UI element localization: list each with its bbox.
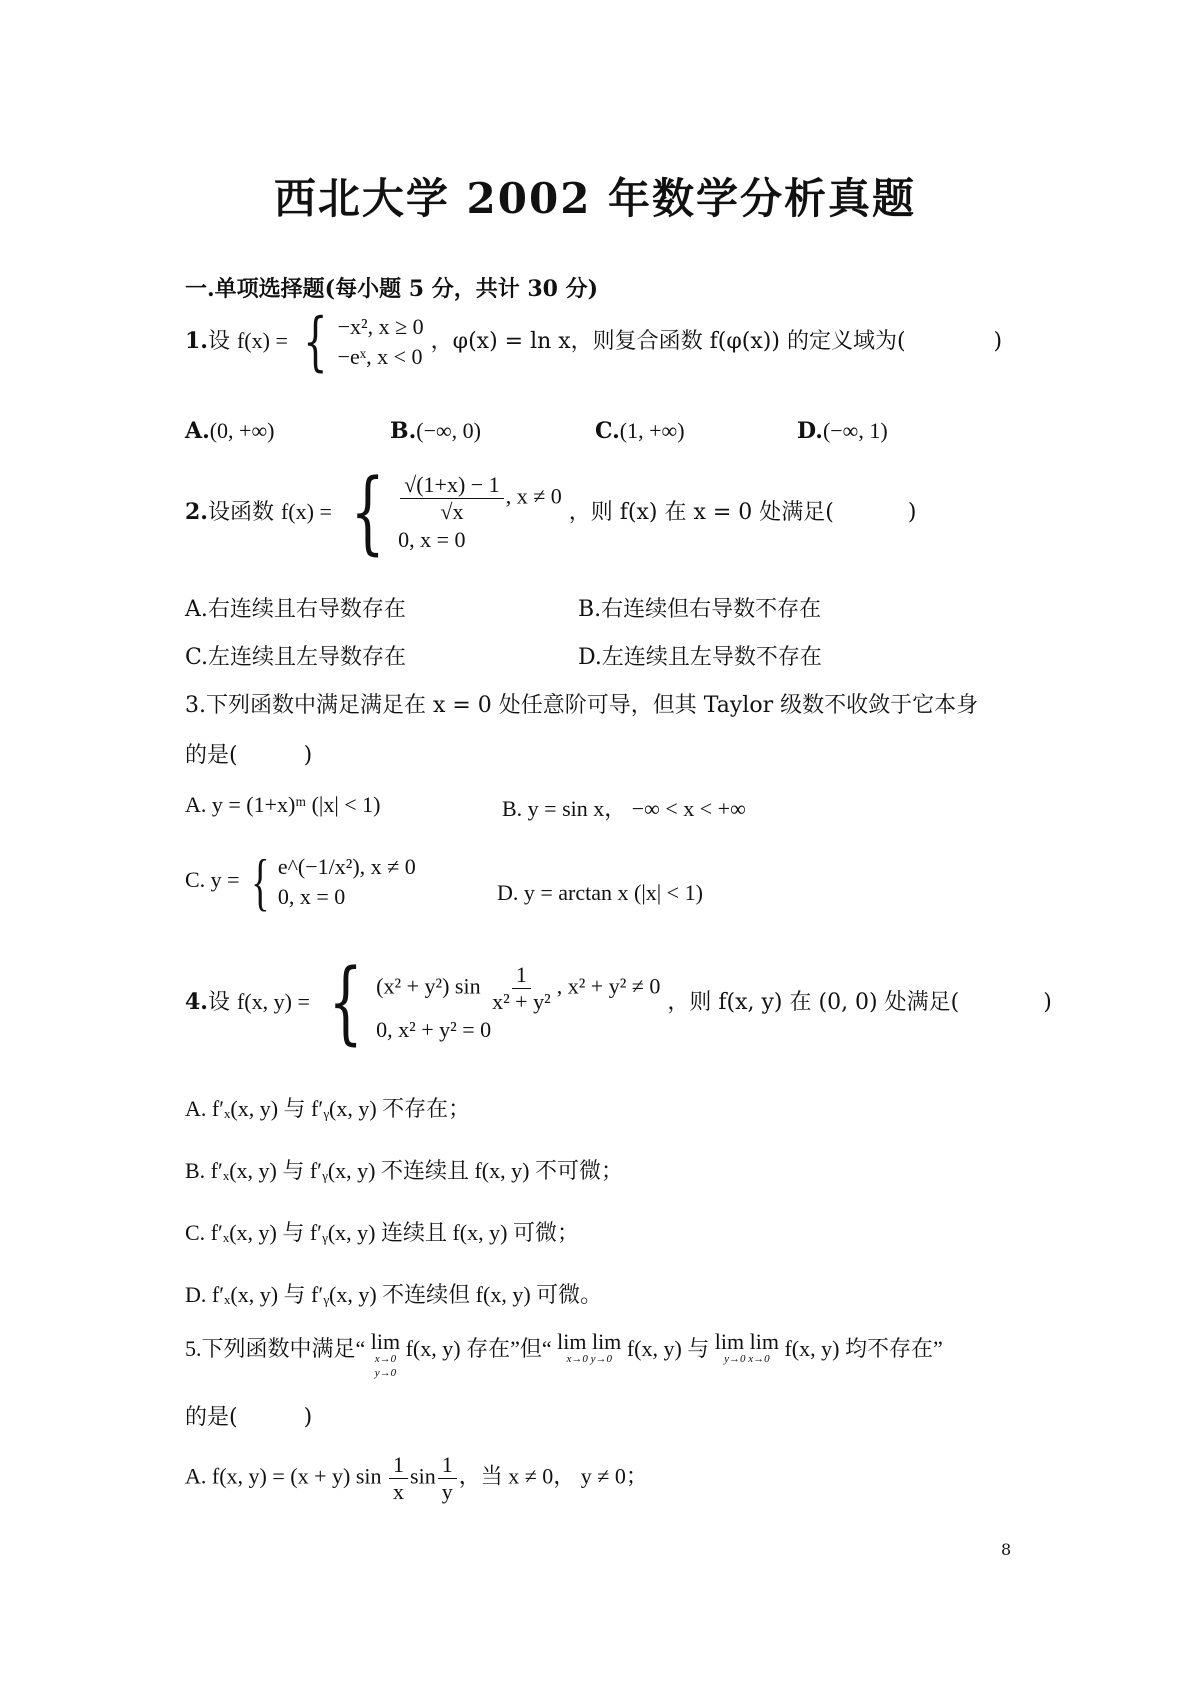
option-d: D.(−∞, 1) (797, 418, 888, 444)
option-a: A.(0, +∞) (185, 418, 275, 444)
option-a: A. f′ₓ(x, y) 与 f′ᵧ(x, y) 不存在； (185, 1096, 471, 1121)
question-3-line2 (185, 738, 312, 769)
option-c: C. f′ₓ(x, y) 与 f′ᵧ(x, y) 连续且 f(x, y) 可微； (185, 1220, 579, 1245)
question-5 (185, 1329, 943, 1380)
option-c: C.左连续且左导数存在 (185, 645, 407, 670)
question-text: f(x, y) 均不存在” (784, 1336, 943, 1361)
function-def: f(x) = (236, 328, 288, 353)
section-heading: 一.单项选择题(每小题 5 分，共计 30 分) (185, 276, 599, 302)
case-line: e^(−1/x²), x ≠ 0 (277, 854, 416, 879)
question-3-line1: 3.下列函数中满足满足在 x = 0 处任意阶可导，但其 Taylor 级数不收敛于它本身 (185, 693, 979, 718)
option-label: C. y = (185, 867, 240, 893)
option-d: D.左连续且左导数不存在 (578, 645, 822, 670)
brace-symbol: { (303, 305, 328, 379)
case-line: 0, x = 0 (398, 526, 466, 552)
question-2 (185, 460, 917, 565)
case-line: 0, x² + y² = 0 (376, 1016, 492, 1042)
option-b: B. y = sin x， −∞ < x < +∞ (502, 796, 746, 821)
option-d: D. y = arctan x (|x| < 1) (497, 880, 703, 905)
question-number: 1. (185, 328, 208, 354)
brace-symbol: { (251, 846, 270, 917)
question-number: 2. (185, 499, 208, 525)
numerator: √(1+x) − 1 (400, 472, 504, 499)
option-a: A. y = (1+x)ᵐ (|x| < 1) (185, 792, 381, 817)
case-line: (x² + y²) sin $\frac{1}{\text{x² + y²}}$ , x² + y² ≠ 0 (376, 961, 661, 1014)
function-def: f(x) = (280, 499, 332, 524)
question-text: ，则 f(x, y) 在 (0, 0) 处满足( (667, 990, 960, 1015)
answer-paren-close: ) (907, 500, 917, 525)
piecewise-function (245, 846, 416, 917)
option-d: D. f′ₓ(x, y) 与 f′ᵧ(x, y) 不连续但 f(x, y) 可微。 (185, 1282, 603, 1307)
question-text: 的是( (185, 743, 238, 768)
question-text: f(x, y) 存在”但“ (405, 1336, 552, 1361)
answer-paren-close: ) (303, 1405, 313, 1430)
case-line: −x², x ≥ 0 (337, 314, 424, 339)
option-a: A. f(x, y) = (x + y) sin $\frac{1}{x}$ sin $\frac{1}{y}$ ，当 x ≠ 0， y ≠ 0； (185, 1452, 648, 1504)
brace-symbol: { (328, 950, 363, 1055)
question-number: 4. (185, 989, 208, 1015)
fraction: $\frac{1}{x}$ (389, 1452, 408, 1505)
limit-operator: lim x→0 y→0 (370, 1329, 401, 1379)
limit-operator: lim lim y→0 x→0 (714, 1329, 779, 1365)
answer-paren-close: ) (303, 743, 313, 768)
answer-paren-close: ) (993, 329, 1003, 354)
denominator: √x (440, 498, 464, 524)
question-prefix: 设 (207, 329, 230, 354)
condition: , x ≠ 0 (505, 483, 562, 509)
limit-operator: lim lim x→0 y→0 (557, 1329, 622, 1365)
piecewise-function (295, 305, 424, 379)
option-a: A.右连续且右导数存在 (185, 597, 406, 622)
question-prefix: 设函数 (207, 500, 274, 525)
case-line (398, 472, 562, 525)
option-b: B.右连续但右导数不存在 (578, 597, 822, 622)
case-line: 0, x = 0 (277, 884, 346, 909)
question-text: 的是( (185, 1405, 238, 1430)
question-text: ，φ(x) = ln x，则复合函数 f(φ(x)) 的定义域为( (430, 329, 906, 354)
answer-paren-close: ) (1043, 990, 1052, 1015)
option-b: B. f′ₓ(x, y) 与 f′ᵧ(x, y) 不连续且 f(x, y) 不可微； (185, 1158, 623, 1183)
fraction (488, 962, 555, 1015)
brace-symbol: { (350, 460, 385, 565)
question-1 (185, 305, 1003, 379)
question-text: ，则 f(x) 在 x = 0 处满足( (568, 500, 834, 525)
question-5-line2 (185, 1400, 312, 1431)
numerator: 1 (512, 962, 531, 989)
page-number: 8 (1001, 1540, 1012, 1559)
piecewise-function (317, 950, 661, 1055)
fraction: $\frac{1}{y}$ (438, 1452, 457, 1505)
denominator: x² + y² (492, 988, 551, 1014)
question-4 (185, 950, 1052, 1055)
option-c: C.(1, +∞) (595, 418, 685, 444)
page-title: 西北大学 2002 年数学分析真题 (273, 174, 917, 223)
fraction (400, 472, 504, 525)
case-line: −eˣ, x < 0 (337, 344, 423, 369)
question-text: f(x, y) 与 (626, 1336, 710, 1361)
function-def: f(x, y) = (236, 989, 310, 1014)
piecewise-function (339, 460, 562, 565)
condition: , x² + y² ≠ 0 (556, 973, 661, 999)
question-text: 5.下列函数中满足“ (185, 1336, 366, 1361)
option-c (185, 846, 416, 917)
question-prefix: 设 (207, 990, 230, 1015)
option-b: B.(−∞, 0) (390, 418, 482, 444)
